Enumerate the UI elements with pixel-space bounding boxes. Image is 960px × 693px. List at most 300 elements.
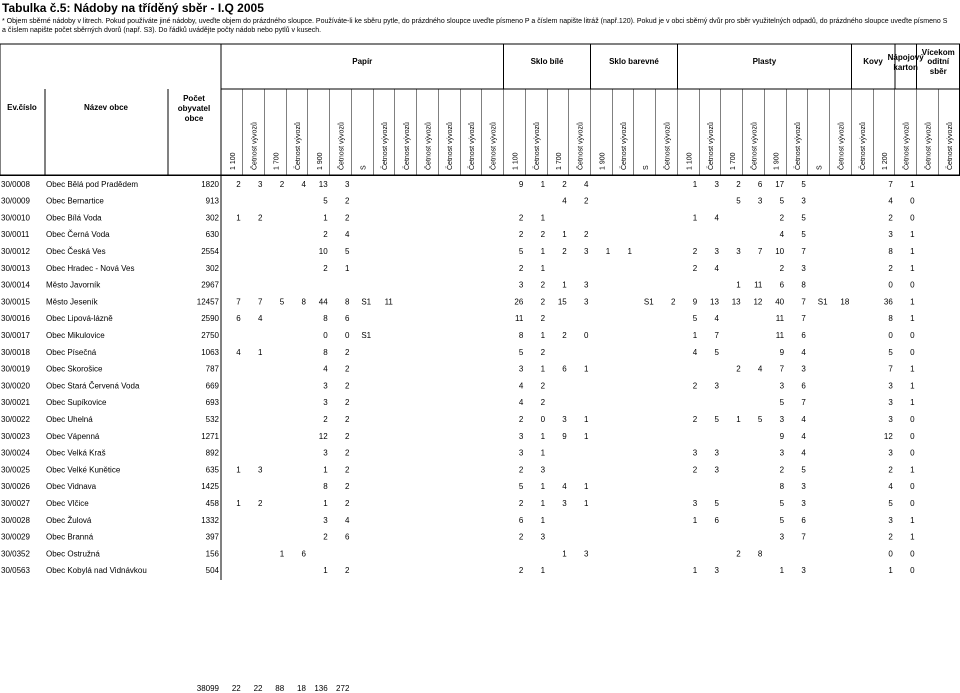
sub-header-16: 1 700 [555,152,563,170]
table-row [1,449,915,458]
table-row [1,180,915,189]
cell-value: 2 [323,263,328,273]
cell-value: 4 [562,482,567,492]
cell-value: 3 [692,499,698,508]
cell-value: 6 [779,280,785,290]
cell-name: Obec Vlčice [46,499,89,508]
cell-value: 26 [514,297,524,307]
cell-value: 1 [910,247,915,256]
cell-value: 3 [714,247,719,256]
cell-value: 0 [540,415,546,424]
cell-value: 5 [714,499,719,508]
cell-value: 5 [714,347,719,357]
cell-evcislo: 30/0027 [1,499,30,508]
cell-name: Obec Uhelná [46,415,93,424]
sub-header-23: Četnost vývozů [708,122,716,170]
cell-value: 5 [323,196,328,206]
cell-value: 3 [779,532,785,542]
cell-value: 2 [692,465,698,475]
sub-header-25: Četnost vývozů [751,122,759,170]
cell-value: 1 [910,230,915,240]
cell-value: 2 [540,230,546,240]
total-value: 22 [231,684,241,693]
cell-value: 2 [518,499,524,508]
cell-value: 2 [518,566,524,576]
cell-value: 1 [584,431,589,441]
cell-value: 9 [779,347,785,357]
cell-evcislo: 30/0029 [1,532,30,542]
group-header-1: Papír [352,57,373,66]
cell-name: Obec Vidnava [46,482,97,492]
cell-evcislo: 30/0352 [1,549,30,559]
cell-value: 2 [323,532,328,542]
cell-value: 1 [540,263,546,273]
cell-value: 1 [540,364,546,374]
cell-value: 2 [779,465,785,475]
cell-value: 8 [323,347,328,357]
cell-value: 1 [236,213,241,223]
table-row [1,533,915,542]
cell-value: 1 [323,465,328,475]
cell-population: 787 [205,364,219,374]
cell-name: Obec Velké Kunětice [46,465,121,475]
sub-header-27: Četnost vývozů [794,122,802,170]
cell-value: 2 [344,213,350,223]
cell-evcislo: 30/0026 [1,482,30,492]
cell-population: 397 [205,532,219,542]
cell-value: 1 [540,331,546,340]
cell-value: S1 [643,297,654,307]
sub-header-33: Četnost vývozů [925,122,933,170]
cell-value: 8 [888,314,893,324]
cell-evcislo: 30/0008 [1,179,30,189]
cell-value: 2 [888,263,893,273]
cell-value: 7 [801,297,806,307]
cell-value: 12 [753,297,763,307]
group-header-4: Plasty [752,57,777,66]
cell-value: 5 [888,347,893,357]
cell-value: 1 [562,280,567,290]
table-row [1,398,915,407]
cell-name: Obec Stará Červená Voda [46,381,140,391]
header-pocet-line1: Počet [183,94,205,103]
cell-value: 1 [540,499,546,508]
cell-value: 3 [584,280,589,290]
cell-evcislo: 30/0014 [1,280,30,290]
cell-value: 5 [801,465,806,475]
cell-value: 2 [344,482,350,492]
cell-value: 3 [714,381,719,391]
cell-evcislo: 30/0563 [1,566,30,576]
cell-value: 12 [883,431,893,441]
cell-value: 5 [757,415,763,424]
cell-value: 2 [344,347,350,357]
cell-value: 1 [910,515,915,525]
cell-value: 2 [888,532,893,542]
cell-value: 2 [344,364,350,374]
sub-header-5: 1 900 [316,152,324,170]
cell-population: 630 [205,230,219,240]
cell-value: 5 [779,196,785,206]
cell-value: 3 [540,465,546,475]
cell-value: 4 [801,431,806,441]
cell-name: Obec Písečná [46,347,97,357]
cell-population: 635 [205,465,219,475]
cell-value: 1 [562,549,567,559]
cell-value: 2 [736,364,741,374]
sub-header-28: S [816,165,824,170]
cell-value: 17 [775,179,785,189]
header-evcislo: Ev.číslo [7,103,37,112]
table-row [1,465,915,474]
cell-value: 7 [801,247,806,256]
cell-value: 7 [801,532,806,542]
table-row [1,432,915,441]
cell-value: 1 [540,566,546,576]
cell-value: 2 [258,213,263,223]
cell-value: 1 [562,230,567,240]
cell-value: 3 [562,499,567,508]
cell-value: 9 [779,431,785,441]
cell-value: 1 [736,280,741,290]
cell-value: 3 [801,499,806,508]
cell-value: 0 [584,331,589,340]
cell-value: 7 [801,398,806,408]
cell-value: 1 [540,515,546,525]
cell-value: 3 [801,364,806,374]
cell-value: 3 [323,448,328,458]
group-header-6-line2: karton [893,63,918,72]
cell-evcislo: 30/0028 [1,515,30,525]
sub-header-24: 1 700 [729,152,737,170]
total-value: 136 [314,684,328,693]
cell-value: 36 [883,297,893,307]
cell-value: 1 [910,179,915,189]
cell-evcislo: 30/0013 [1,263,30,273]
cell-value: 1 [584,364,589,374]
cell-value: 3 [888,398,893,408]
header-pocet-line3: obce [184,114,204,123]
cell-value: 0 [910,331,915,340]
cell-value: 4 [801,415,806,424]
cell-value: S1 [361,297,372,307]
cell-value: 3 [562,415,567,424]
cell-value: 1 [910,465,915,475]
cell-value: 6 [236,314,241,324]
cell-value: 4 [801,347,806,357]
cell-value: 3 [584,549,589,559]
cell-value: 1 [910,364,915,374]
cell-value: 2 [584,230,589,240]
sub-header-10: Četnost vývozů [425,122,433,170]
cell-value: 1 [692,566,698,576]
cell-value: 1 [910,381,915,391]
cell-value: 7 [714,331,719,340]
cell-value: 4 [584,179,589,189]
cell-value: 3 [779,448,785,458]
cell-value: 4 [344,230,350,240]
table-row [1,482,915,491]
total-value: 272 [336,684,350,693]
cell-value: 2 [344,398,350,408]
group-header-7-line2: oditní [927,57,950,66]
cell-evcislo: 30/0022 [1,415,30,424]
cell-value: 1 [910,297,915,307]
header-pocet-line2: obyvatel [177,104,211,113]
cell-value: 1 [692,515,698,525]
cell-evcislo: 30/0016 [1,314,30,324]
cell-name: Obec Mikulovice [46,331,105,340]
cell-value: 3 [757,196,763,206]
cell-value: 3 [801,263,806,273]
cell-value: 1 [540,247,546,256]
cell-name: Obec Ostružná [46,549,100,559]
table-row [1,297,915,306]
sub-header-1: 1 100 [229,152,237,170]
sub-header-7: S [360,165,368,170]
cell-name: Obec Černá Voda [46,230,110,240]
cell-value: 1 [236,465,241,475]
cell-evcislo: 30/0009 [1,196,30,206]
cell-value: 3 [714,566,719,576]
cell-value: 4 [301,179,306,189]
cell-value: 1 [323,213,328,223]
cell-evcislo: 30/0018 [1,347,30,357]
cell-value: 10 [318,247,328,256]
cell-value: 12 [318,431,328,441]
sub-header-20: S [642,165,650,170]
cell-name: Obec Bernartice [46,196,104,206]
cell-value: 8 [344,297,350,307]
cell-value: 1 [888,566,893,576]
sub-header-22: 1 100 [686,152,694,170]
cell-value: 0 [910,347,915,357]
cell-value: 1 [540,431,546,441]
cell-value: 13 [318,179,328,189]
sub-header-30: Četnost vývozů [860,122,868,170]
cell-population: 2590 [201,314,219,324]
cell-value: 5 [518,347,524,357]
cell-population: 669 [205,381,219,391]
cell-value: 2 [584,196,589,206]
sub-header-18: 1 900 [599,152,607,170]
cell-value: 2 [779,263,785,273]
cell-value: 2 [540,347,546,357]
cell-population: 892 [205,448,219,458]
cell-value: 15 [557,297,567,307]
cell-value: 1 [605,247,611,256]
cell-evcislo: 30/0012 [1,247,30,256]
cell-population: 532 [205,415,219,424]
cell-value: 3 [888,230,893,240]
cell-value: 7 [801,314,806,324]
cell-value: 1 [910,263,915,273]
cell-value: 3 [888,515,893,525]
cell-value: 2 [518,532,524,542]
cell-value: 2 [888,465,893,475]
cell-value: 1 [692,213,698,223]
group-header-7-line3: sběr [929,67,947,76]
table-row [1,197,915,206]
cell-population: 1332 [201,515,219,525]
cell-population: 1820 [201,179,219,189]
sub-header-34: Četnost vývozů [947,122,955,170]
sub-header-14: 1 100 [512,152,520,170]
cell-value: 0 [910,415,915,424]
cell-value: 4 [562,196,567,206]
cell-value: 9 [562,431,567,441]
cell-value: 2 [540,381,546,391]
cell-value: 4 [714,263,719,273]
cell-value: 3 [714,179,719,189]
cell-value: 0 [910,213,915,223]
cell-value: 1 [584,415,589,424]
sub-header-21: Četnost vývozů [664,122,672,170]
sub-header-19: Četnost vývozů [621,122,629,170]
total-value: 22 [253,684,263,693]
cell-value: 1 [540,179,546,189]
cell-value: 4 [323,364,328,374]
cell-evcislo: 30/0023 [1,431,30,441]
cell-value: 2 [518,230,524,240]
cell-value: 1 [584,499,589,508]
cell-value: 4 [714,213,719,223]
cell-name: Obec Žulová [46,515,92,525]
cell-value: 0 [323,331,328,340]
cell-value: 13 [710,297,719,307]
cell-value: 3 [801,482,806,492]
cell-value: 3 [323,515,328,525]
cell-value: 0 [910,499,915,508]
table-row [1,365,915,374]
cell-value: 3 [888,381,893,391]
cell-value: 2 [344,415,350,424]
cell-population: 504 [205,566,219,576]
cell-population: 913 [205,196,219,206]
sub-header-11: Četnost vývozů [447,122,455,170]
sub-header-8: Četnost vývozů [382,122,390,170]
cell-value: 4 [757,364,763,374]
sub-header-15: Četnost vývozů [534,122,542,170]
cell-value: 3 [714,448,719,458]
cell-value: 0 [910,482,915,492]
cell-value: 8 [323,482,328,492]
cell-value: S1 [817,297,828,307]
cell-value: 5 [801,230,806,240]
cell-value: 0 [910,431,915,441]
cell-value: 8 [888,247,893,256]
cell-value: 2 [323,230,328,240]
cell-value: 8 [757,549,763,559]
cell-value: 2 [344,499,350,508]
cell-value: 11 [775,331,785,340]
cell-value: 2 [670,297,676,307]
total-value: 88 [275,684,285,693]
cell-value: 4 [258,314,263,324]
cell-name: Obec Skorošice [46,364,103,374]
cell-value: 3 [801,196,806,206]
cell-value: 5 [518,247,524,256]
cell-value: 5 [692,314,698,324]
cell-value: 5 [279,297,285,307]
sub-header-26: 1 900 [773,152,781,170]
cell-value: 1 [323,499,328,508]
cell-evcislo: 30/0019 [1,364,30,374]
cell-value: 2 [888,213,893,223]
cell-value: 0 [910,448,915,458]
cell-evcislo: 30/0017 [1,331,30,340]
cell-value: 5 [736,196,741,206]
cell-value: 2 [540,398,546,408]
cell-value: 3 [801,566,806,576]
cell-value: 3 [344,179,350,189]
table-row [1,381,915,390]
cell-value: 3 [779,415,785,424]
cell-value: S1 [361,331,372,340]
cell-value: 6 [801,331,806,340]
cell-population: 12457 [196,297,219,307]
cell-value: 2 [258,499,263,508]
cell-value: 3 [584,247,589,256]
cell-value: 4 [518,398,524,408]
cell-name: Obec Hradec - Nová Ves [46,263,135,273]
cell-value: 8 [779,482,785,492]
cell-value: 10 [775,247,785,256]
cell-value: 4 [518,381,524,391]
cell-value: 5 [888,499,893,508]
cell-value: 4 [714,314,719,324]
table-row [1,264,915,273]
cell-name: Město Javorník [46,280,101,290]
cell-population: 156 [205,549,219,559]
cell-value: 6 [801,381,806,391]
cell-value: 3 [258,179,263,189]
cell-population: 302 [205,213,219,223]
cell-value: 4 [692,347,698,357]
cell-value: 2 [540,297,546,307]
cell-value: 7 [757,247,763,256]
cell-value: 1 [236,499,241,508]
cell-name: Obec Velká Kraš [46,448,106,458]
cell-value: 4 [888,482,893,492]
cell-evcislo: 30/0025 [1,465,30,475]
cell-value: 5 [801,179,806,189]
cell-value: 2 [779,213,785,223]
cell-evcislo: 30/0015 [1,297,30,307]
cell-value: 4 [801,448,806,458]
table-row [1,415,915,424]
cell-value: 5 [801,213,806,223]
cell-value: 4 [344,515,350,525]
cell-name: Obec Lipová-lázně [46,314,113,324]
cell-population: 693 [205,398,219,408]
cell-value: 3 [584,297,589,307]
cell-value: 3 [714,465,719,475]
cell-value: 5 [779,499,785,508]
cell-value: 7 [236,297,241,307]
cell-value: 11 [754,280,763,290]
cell-name: Obec Bílá Voda [46,213,102,223]
cell-value: 0 [910,196,915,206]
group-header-7-line1: Vícekom [921,48,955,57]
cell-value: 2 [736,179,741,189]
cell-value: 3 [692,448,698,458]
cell-value: 2 [692,381,698,391]
cell-value: 9 [692,297,698,307]
table-row [1,549,915,558]
table-row [1,314,915,323]
sub-header-17: Četnost vývozů [577,122,585,170]
